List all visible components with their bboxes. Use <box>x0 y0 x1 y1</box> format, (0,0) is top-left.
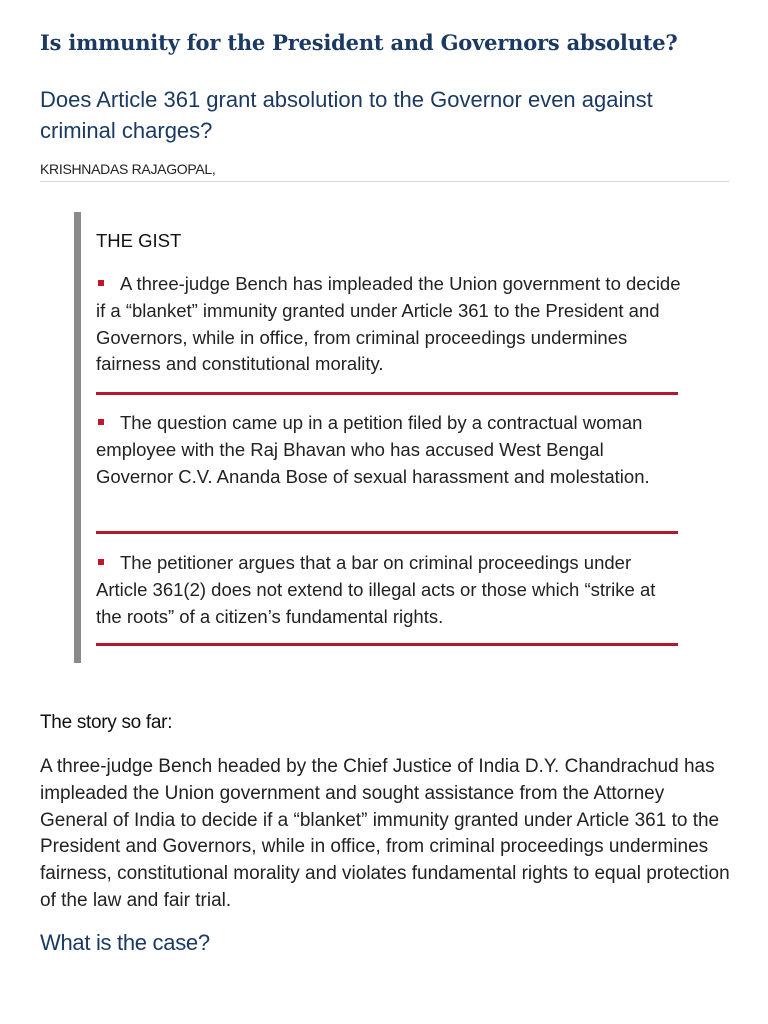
gist-title: THE GIST <box>96 230 182 251</box>
gist-item <box>96 410 681 490</box>
author-byline[interactable]: KRISHNADAS RAJAGOPAL, <box>40 161 216 177</box>
gist-divider <box>96 643 678 646</box>
gist-item-text: A three-judge Bench has impleaded the Union government to decide if a “blanket” immunity granted under Article 361 to the President and Governors, while in office, from criminal proceedings undermines fairness and constitutional morality. <box>96 273 681 375</box>
case-heading: What is the case? <box>40 930 210 955</box>
gist-item <box>96 550 681 630</box>
square-bullet-icon <box>98 419 104 425</box>
gist-divider <box>96 531 678 534</box>
gist-item <box>96 271 681 378</box>
gist-side-bar <box>74 212 81 663</box>
story-body-paragraph: A three-judge Bench headed by the Chief Justice of India D.Y. Chandrachud has impleaded the Union government and sought assistance from the Attorney General of India to decide if a “blanket” immunity granted under Article 361 to the President and Governors, while in office, from criminal proceedings undermines fairness, constitutional morality and violates fundamental rights to equal protection of the law and fair trial. <box>40 756 730 911</box>
gist-divider <box>96 392 678 395</box>
story-so-far-heading: The story so far: <box>40 712 173 733</box>
article-headline: Is immunity for the President and Governors absolute? <box>40 30 678 55</box>
square-bullet-icon <box>98 280 104 286</box>
gist-item-text: The petitioner argues that a bar on criminal proceedings under Article 361(2) does not extend to illegal acts or those which “strike at the roots” of a citizen’s fundamental rights. <box>96 552 656 627</box>
square-bullet-icon <box>98 559 104 565</box>
byline-divider <box>40 181 729 182</box>
article-subhead: Does Article 361 grant absolution to the Governor even against criminal charges? <box>40 87 653 143</box>
gist-item-text: The question came up in a petition filed by a contractual woman employee with the Raj Bhavan who has accused West Bengal Governor C.V. Ananda Bose of sexual harassment and molestation. <box>96 412 650 487</box>
